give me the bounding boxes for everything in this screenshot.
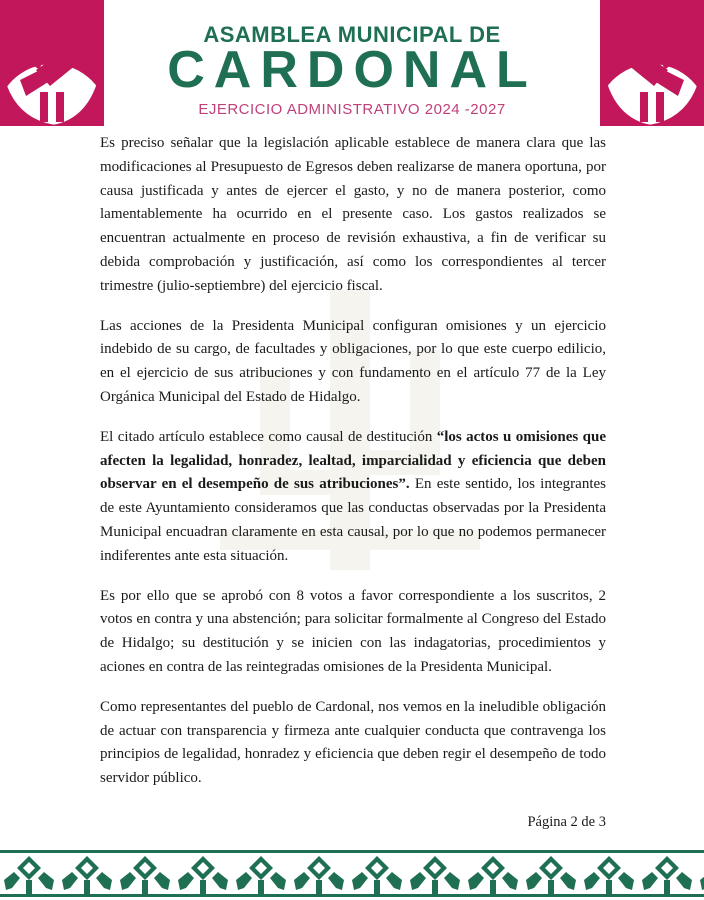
paragraph-3-rest: En este sentido, los integrantes de este Ayuntamiento consideramos que las conductas observadas por la Presidenta Municipal encuadran claramente en esta causal, por lo que no podemos permanecer indiferentes ante esta situación. [100,476,606,564]
paragraph-5: Como representantes del pueblo de Cardonal, nos vemos en la ineludible obligación de actuar con transparencia y firmeza ante cualquier conducta que contravenga los principios de legalidad, honradez y eficiencia que deben regir el desempeño de todo servidor público. [100,698,606,787]
letterhead [0,0,704,126]
paragraph-3-quote: “los actos u omisiones que afecten la legalidad, honradez, lealtad, imparcialidad y eficiencia que deben observar en el desempeño de sus atribuciones”. [100,428,606,493]
header-title: CARDONAL [167,41,537,99]
paragraph-1: Es preciso señalar que la legislación aplicable establece de manera clara que las modificaciones al Presupuesto de Egresos deben realizarse de manera oportuna, por causa justificada y antes de ejercer el gasto, y no de manera posterior, como lamentablemente ha ocurrido en el presente caso. Los gastos realizados se encuentran actualmente en proceso de revisión exhaustiva, a fin de verificar su debida comprobación y justificación, así como los correspondientes al tercer trimestre (julio-septiembre) del ejercicio fiscal. [100,135,606,294]
paragraph-3-intro: El citado artículo establece como causal de destitución [100,428,437,445]
header-period: EJERCICIO ADMINISTRATIVO 2024 -2027 [198,101,506,118]
header-subtitle: ASAMBLEA MUNICIPAL DE [203,22,501,47]
paragraph-4: Es por ello que se aprobó con 8 votos a favor correspondiente a los suscritos, 2 votos en contra y una abstención; para solicitar formalmente al Congreso del Estado de Hidalgo; su destitución y se inicien con las indagatorias, procedimientos y aciones en contra de las reintegradas omisiones de la Presidenta Municipal. [100,587,606,675]
document-body [100,132,606,807]
paragraph-3 [100,426,606,569]
page-number: Página 2 de 3 [527,814,606,830]
embroidery-pattern-icon [0,850,704,900]
paragraph-2: Las acciones de la Presidenta Municipal configuran omisiones y un ejercicio indebido de su cargo, de facultades y obligaciones, por lo que este cuerpo edilicio, en el ejercicio de sus atribuciones y con fundamento en el artículo 77 de la Ley Orgánica Municipal del Estado de Hidalgo. [100,317,606,405]
